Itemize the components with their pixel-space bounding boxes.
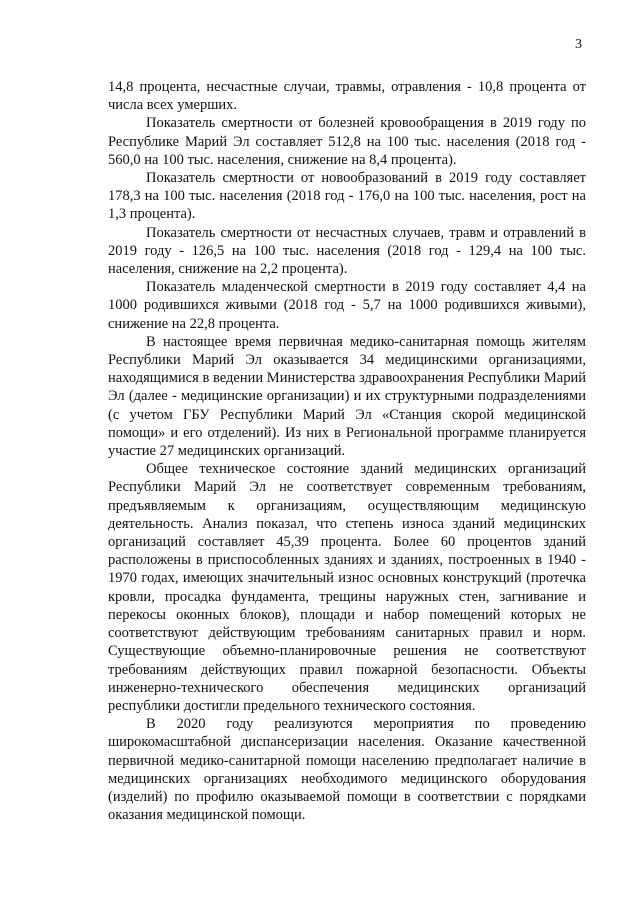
paragraph-dispensarization: В 2020 году реализуются мероприятия по проведению широкомасштабной диспансеризации населения. Оказание качественной первичной медико-санитарной помощи населению предполагает наличие в медицинских организациях необходимого медицинского оборудования (изделий) по профилю оказываемой помощи в соответствии с порядками оказания медицинской помощи. (108, 716, 586, 824)
page-number: 3 (575, 37, 582, 52)
paragraph-building-condition: Общее техническое состояние зданий медицинских организаций Республики Марий Эл не соответствует современным требованиям, предъявляемым к организациям, осуществляющим медицинскую деятельность. Анализ показал, что степень износа зданий медицинских организаций составляет 45,39 процента. Более 60 процентов зданий расположены в приспособленных зданиях и зданиях, построенных в 1940 - 1970 годах, имеющих значительный износ основных конструкций (протечка кровли, просадка фундамента, трещины наружных стен, загнивание и перекосы оконных блоков), площади и набор помещений которых не соответствуют действующим требованиям санитарных правил и норм. Существующие объемно-планировочные решения не соответствуют требованиям действующих правил пожарной безопасности. Объекты инженерно-технического обеспечения медицинских организаций республики достигли предельного технического состояния. (108, 461, 586, 714)
paragraph-mortality-continuation: 14,8 процента, несчастные случаи, травмы, отравления - 10,8 процента от числа всех умерших. (108, 79, 586, 114)
paragraph-neoplasm-mortality: Показатель смертности от новообразований в 2019 году составляет 178,3 на 100 тыс. населения (2018 год - 176,0 на 100 тыс. населения, рост на 1,3 процента). (108, 170, 586, 223)
paragraph-circulatory-mortality: Показатель смертности от болезней кровообращения в 2019 году по Республике Марий Эл составляет 512,8 на 100 тыс. населения (2018 год - 560,0 на 100 тыс. населения, снижение на 8,4 процента). (108, 115, 586, 168)
paragraph-primary-care-organizations: В настоящее время первичная медико-санитарная помощь жителям Республики Марий Эл оказывается 34 медицинскими организациями, находящимися в ведении Министерства здравоохранения Республики Марий Эл (далее - медицинские организации) и их структурными подразделениями (с учетом ГБУ Республики Марий Эл «Станция скорой медицинской помощи» и его отделений). Из них в Региональной программе планируется участие 27 медицинских организаций. (108, 333, 586, 460)
document-body (108, 78, 586, 824)
paragraph-accident-mortality: Показатель смертности от несчастных случаев, травм и отравлений в 2019 году - 126,5 на 100 тыс. населения (2018 год - 129,4 на 100 тыс. населения, снижение на 2,2 процента). (108, 224, 586, 278)
paragraph-infant-mortality: Показатель младенческой смертности в 2019 году составляет 4,4 на 1000 родившихся живыми (2018 год - 5,7 на 1000 родившихся живыми), снижение на 22,8 процента. (108, 279, 586, 332)
